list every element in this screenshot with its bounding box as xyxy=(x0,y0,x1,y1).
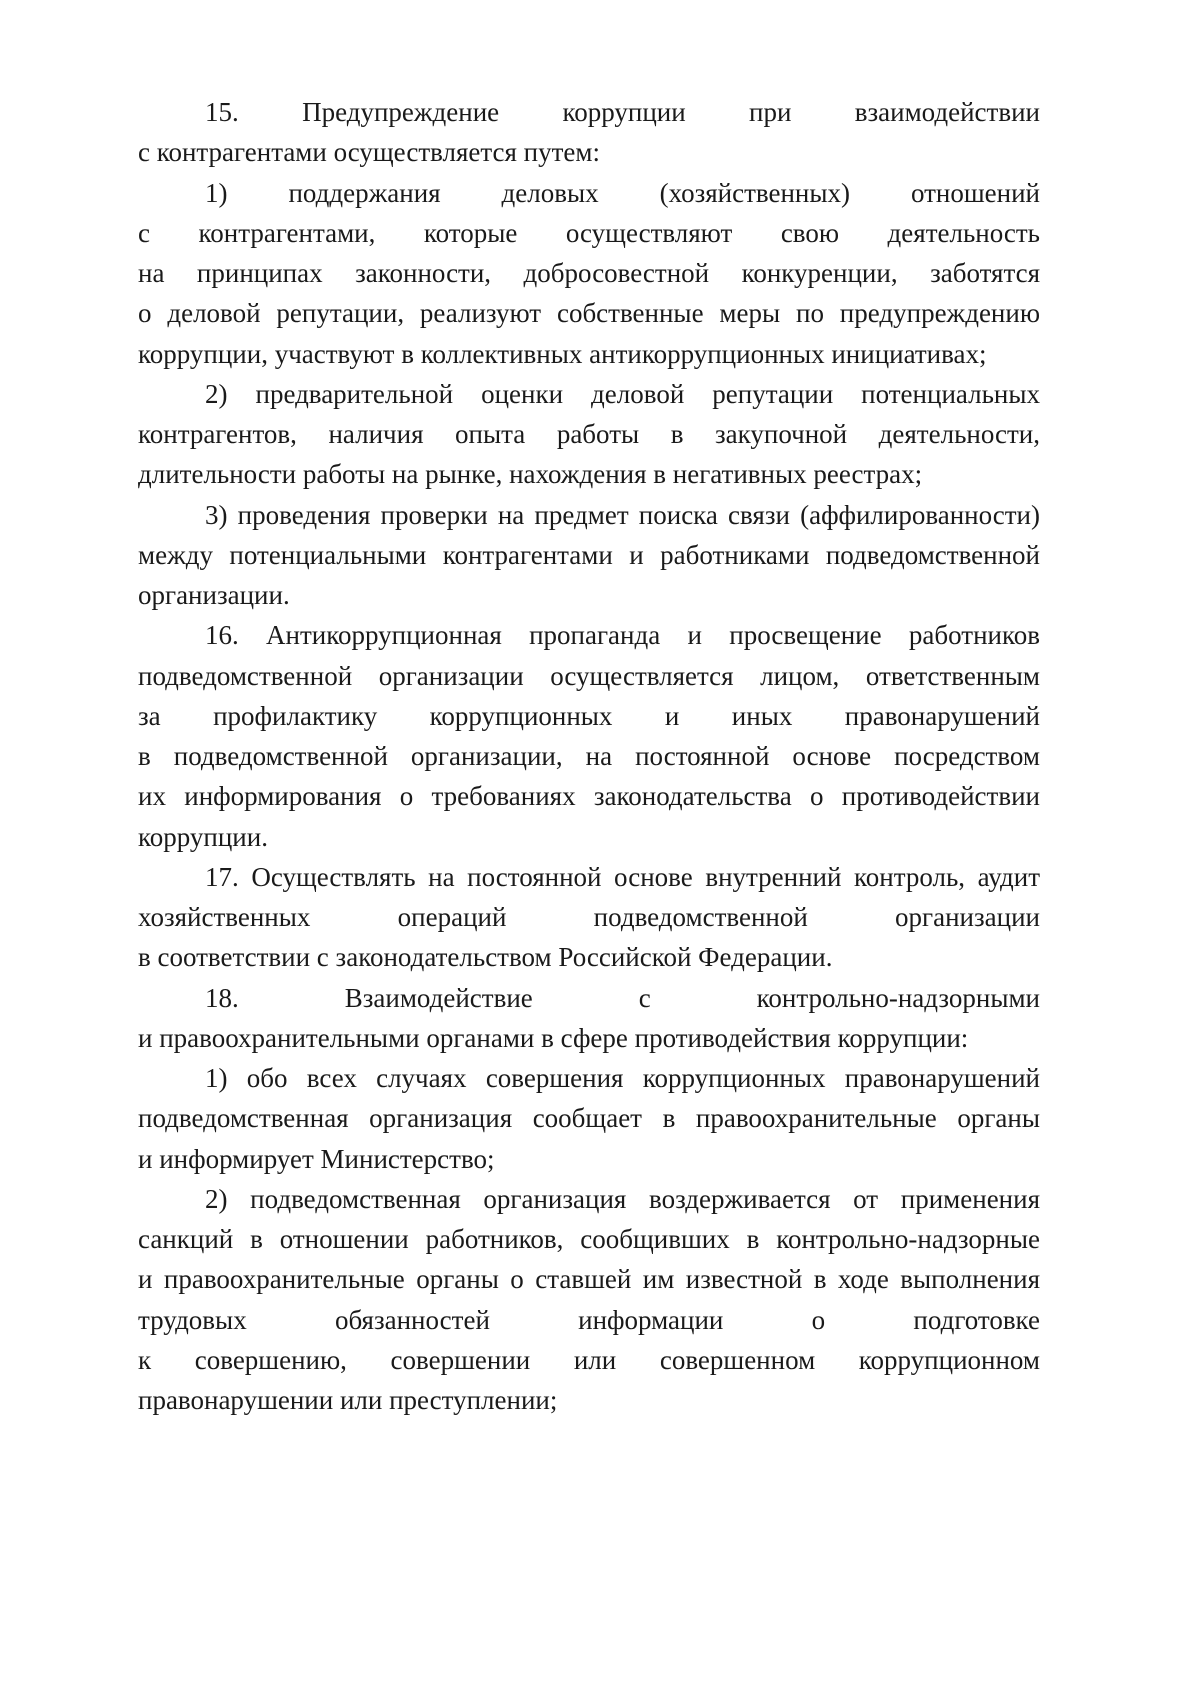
text-line: и информирует Министерство; xyxy=(138,1143,495,1174)
text-line: коррупции, участвуют в коллективных антикоррупционных инициативах; xyxy=(138,338,987,369)
paragraph xyxy=(138,978,1040,1059)
text-line: подведомственной организации осуществляется лицом, ответственным xyxy=(138,660,1040,691)
paragraph xyxy=(138,374,1040,495)
text-line: хозяйственных операций подведомственной организации xyxy=(138,902,1040,932)
text-line: в соответствии с законодательством Российской Федерации. xyxy=(138,942,833,973)
text-line: с контрагентами, которые осуществляют свою деятельность xyxy=(138,217,1040,248)
text-line: коррупции. xyxy=(138,821,268,852)
text-line: организации. xyxy=(138,580,290,610)
text-line: правонарушении или преступлении; xyxy=(138,1385,558,1415)
paragraph xyxy=(138,857,1040,978)
text-line: с контрагентами осуществляется путем: xyxy=(138,137,600,168)
text-line: 1) поддержания деловых (хозяйственных) отношений xyxy=(205,177,1040,208)
text-line: 2) подведомственная организация воздерживается от применения xyxy=(205,1183,1040,1214)
text-line: трудовых обязанностей информации о подготовке xyxy=(138,1304,1040,1335)
text-line: за профилактику коррупционных и иных правонарушений xyxy=(138,700,1040,731)
paragraph xyxy=(138,173,1040,374)
paragraph xyxy=(138,1179,1040,1421)
text-line: 17. Осуществлять на постоянной основе внутренний контроль, аудит xyxy=(205,861,1040,892)
paragraph xyxy=(138,615,1040,857)
text-line: 1) обо всех случаях совершения коррупционных правонарушений xyxy=(205,1063,1040,1093)
text-line: о деловой репутации, реализуют собственные меры по предупреждению xyxy=(138,298,1040,329)
document-page xyxy=(138,92,1040,1420)
text-line: между потенциальными контрагентами и работниками подведомственной xyxy=(138,539,1040,570)
text-line: на принципах законности, добросовестной конкуренции, заботятся xyxy=(138,258,1040,288)
text-line: санкций в отношении работников, сообщивших в контрольно-надзорные xyxy=(138,1224,1040,1254)
paragraph xyxy=(138,92,1040,173)
text-line: контрагентов, наличия опыта работы в закупочной деятельности, xyxy=(138,419,1040,449)
text-line: и правоохранительные органы о ставшей им известной в ходе выполнения xyxy=(138,1264,1040,1295)
text-line: 3) проведения проверки на предмет поиска связи (аффилированности) xyxy=(205,499,1040,530)
text-line: к совершению, совершении или совершенном коррупционном xyxy=(138,1344,1040,1375)
text-line: в подведомственной организации, на постоянной основе посредством xyxy=(138,741,1040,771)
text-line: подведомственная организация сообщает в правоохранительные органы xyxy=(138,1103,1040,1134)
text-line: длительности работы на рынке, нахождения в негативных реестрах; xyxy=(138,459,923,490)
text-line: и правоохранительными органами в сфере противодействия коррупции: xyxy=(138,1022,969,1053)
text-line: 18. Взаимодействие с контрольно-надзорными xyxy=(205,982,1040,1013)
text-line: их информирования о требованиях законодательства о противодействии xyxy=(138,781,1040,812)
paragraph xyxy=(138,1058,1040,1179)
text-line: 15. Предупреждение коррупции при взаимодействии xyxy=(205,97,1040,127)
paragraph xyxy=(138,495,1040,616)
text-line: 16. Антикоррупционная пропаганда и просвещение работников xyxy=(205,620,1040,651)
text-line: 2) предварительной оценки деловой репутации потенциальных xyxy=(205,378,1040,409)
